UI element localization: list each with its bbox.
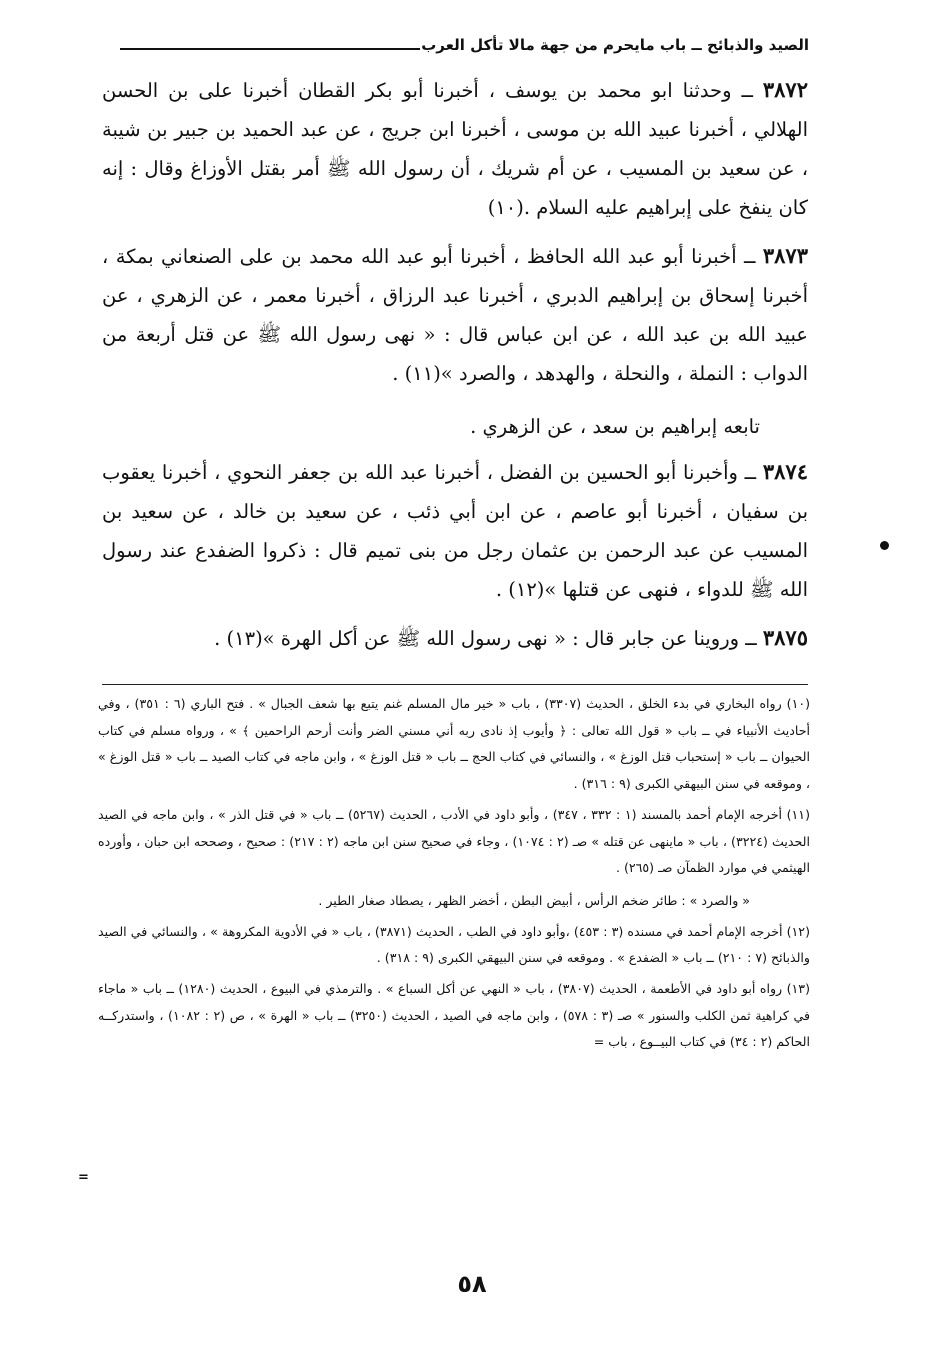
footnote-11: (١١) أخرجه الإمام أحمد بالمسند (١ : ٣٣٢ ، ٣٤٧) ، وأبو داود في الأدب ، الحديث (٥٢٦٧) ــ باب « في قتل الذر » ، وابن ماجه في الصيد الحديث (٣٢٢٤) ، باب « ماينهى عن قتله » صـ (٢ : ١٠٧٤) ، وجاء في صحيح سنن ابن ماجه (٢ : ٢١٧) : صحيح ، وصححه ابن حبان ، وأورده الهيثمي في موارد الظمآن صـ (٢٦٥) . xyxy=(98,806,811,876)
hadith-number: ٣٨٧٥ xyxy=(762,625,808,650)
footnote-definition: « والصرد » : طائر ضخم الرأس ، أبيض البطن ، أخضر الظهر ، يصطاد صغار الطير . xyxy=(318,892,750,908)
follow-up-note: تابعه إبراهيم بن سعد ، عن الزهري . xyxy=(470,415,760,438)
running-header xyxy=(120,36,809,54)
page-number: ٥٨ xyxy=(457,1270,487,1298)
main-text xyxy=(102,70,808,667)
hadith-text: ــ أخبرنا أبو عبد الله الحافظ ، أخبرنا أبو عبد الله محمد بن على الصنعاني بمكة ، أخبرنا إسحاق بن إبراهيم الدبري ، أخبرنا عبد الرزاق ، أخبرنا معمر ، عن الزهري ، عن عبيد الله بن عبد الله ، عن ابن عباس قال : « نهى رسول الله ﷺ عن قتل أربعة من الدواب : النملة ، والنحلة ، والهدهد ، والصرد »(١١) . xyxy=(102,245,808,385)
header-rule xyxy=(120,48,420,50)
hadith-text: ــ وأخبرنا أبو الحسين بن الفضل ، أخبرنا عبد الله بن جعفر النحوي ، أخبرنا يعقوب بن سفيان ، أخبرنا أبو عاصم ، عن ابن أبي ذئب ، عن سعيد بن خالد ، عن سعيد بن المسيب عن عبد الرحمن بن عثمان رجل من بنى تميم قال : ذكروا الضفدع عند رسول الله ﷺ للدواء ، فنهى عن قتلها »(١٢) . xyxy=(102,461,808,601)
footnotes xyxy=(98,691,810,1060)
footnote-13: (١٣) رواه أبو داود في الأطعمة ، الحديث (٣٨٠٧) ، باب « النهي عن أكل السباع » . والترمذي في البيوع ، الحديث (١٢٨٠) ــ باب « ماجاء في كراهية ثمن الكلب والسنور » صـ (٣ : ٥٧٨) ، وابن ماجه في الصيد ، الحديث (٣٢٥٠) ــ باب « الهرة » ، ص (٢ : ١٠٨٢) ، واستدركــه الحاكم (٢ : ٣٤) في كتاب البيــوع ، باب = xyxy=(98,981,810,1050)
hadith-3872 xyxy=(102,70,808,227)
continuation-mark: = xyxy=(78,1170,89,1185)
hadith-3875 xyxy=(102,618,808,658)
hadith-text: ــ وحدثنا ابو محمد بن يوسف ، أخبرنا أبو بكر القطان أخبرنا على بن الحسن الهلالي ، أخبرنا عبيد الله بن موسى ، أخبرنا ابن جريج ، عن عبد الحميد بن جبير بن شيبة ، عن سعيد بن المسيب ، عن أم شريك ، أن رسول الله ﷺ أمر بقتل الأوزاغ وقال : إنه كان ينفخ على إبراهيم عليه السلام .(١٠) xyxy=(102,79,808,219)
footnote-12: (١٢) أخرجه الإمام أحمد في مسنده (٣ : ٤٥٣) ،وأبو داود في الطب ، الحديث (٣٨٧١) ، باب « في الأدوية المكروهة » ، والنسائي في الصيد والذبائح (٧ : ٢١٠) ــ باب « الضفدع » . وموقعه في سنن البيهقي الكبرى (٩ : ٣١٨) . xyxy=(98,923,810,966)
margin-dot xyxy=(880,541,889,550)
hadith-text: ــ وروينا عن جابر قال : « نهى رسول الله ﷺ عن أكل الهرة »(١٣) . xyxy=(214,627,763,650)
hadith-number: ٣٨٧٢ xyxy=(762,77,808,102)
hadith-number: ٣٨٧٣ xyxy=(762,243,808,268)
footnote-separator xyxy=(102,684,808,685)
footnote-10: (١٠) رواه البخاري في بدء الخلق ، الحديث (٣٣٠٧) ، باب « خير مال المسلم غنم يتبع بها شعف الجبال » . فتح الباري (٦ : ٣٥١) ، وفي أحاديث الأنبياء في ــ باب « قول الله تعالى : ﴿ وأيوب إذ نادى ربه أني مسني الضر وأنت أرحم الراحمين ﴾ » ، ورواه مسلم في كتاب الحيوان ــ باب « إستحباب قتل الوزغ » ، والنسائي في كتاب الحج ــ باب « قتل الوزغ » ، وابن ماجه في كتاب الصيد ــ باب « قتل الوزغ » ، وموقعه في سنن البيهقي الكبرى (٩ : ٣١٦) . xyxy=(98,696,811,792)
running-title: الصيد والذبائح ــ باب مايحرم من جهة مالا تأكل العرب xyxy=(421,36,809,54)
hadith-3874 xyxy=(102,452,808,609)
hadith-number: ٣٨٧٤ xyxy=(762,459,808,484)
hadith-3873 xyxy=(102,236,808,393)
